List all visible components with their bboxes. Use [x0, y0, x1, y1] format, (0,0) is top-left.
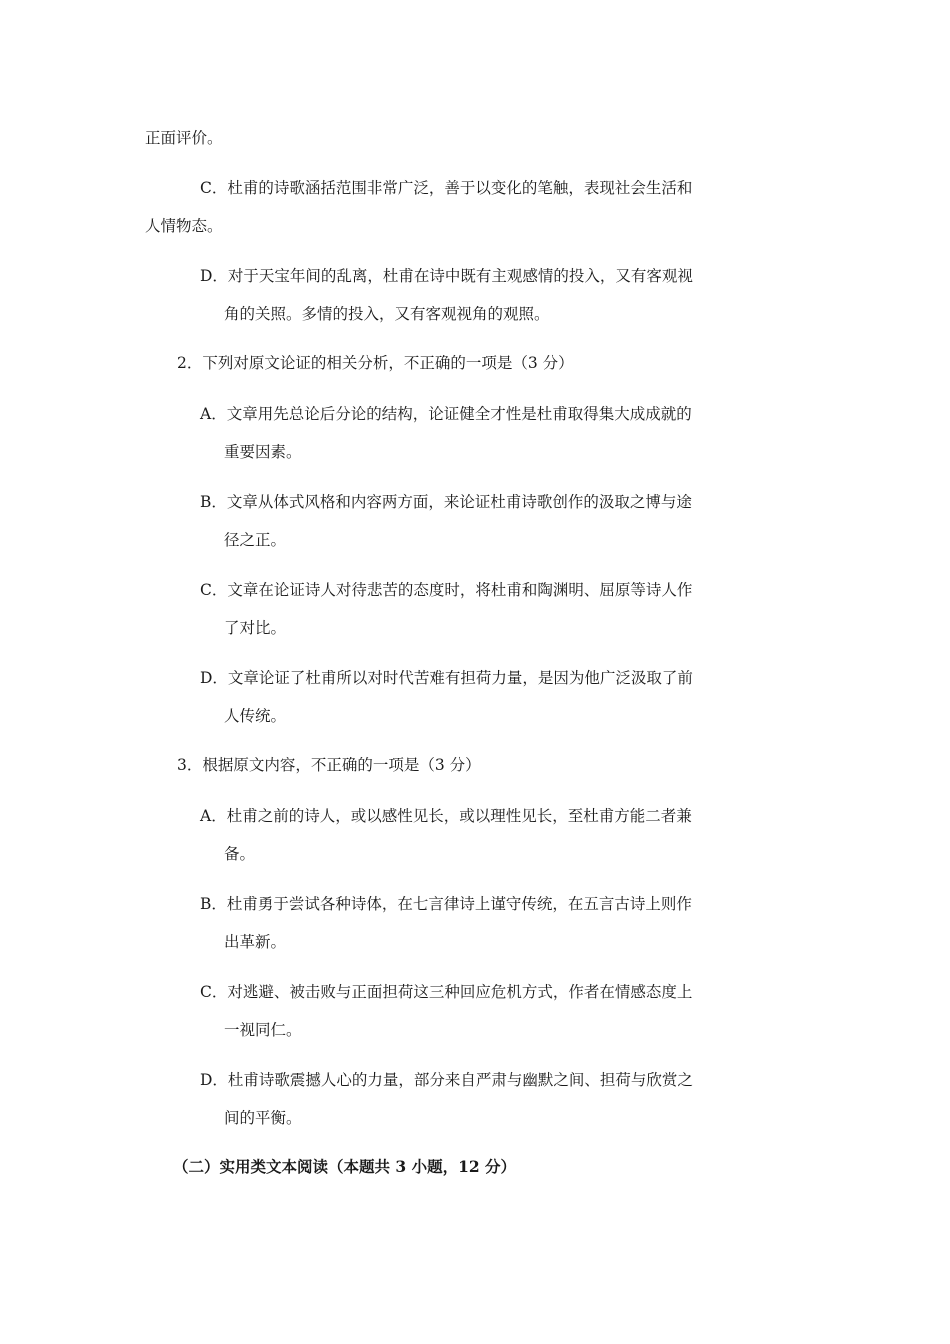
- q3-option-d-line1: D．杜甫诗歌震撼人心的力量，部分来自严肃与幽默之间、担荷与欣赏之: [200, 1071, 693, 1089]
- q2-option-d-line2: 人传统。: [224, 707, 287, 725]
- q2-option-b-line2: 径之正。: [224, 531, 287, 549]
- q1-option-d-line1: D．对于天宝年间的乱离，杜甫在诗中既有主观感情的投入，又有客观视: [200, 267, 693, 285]
- q3-option-a-line2: 备。: [224, 845, 256, 863]
- q3-option-c-line1: C．对逃避、被击败与正面担荷这三种回应危机方式，作者在情感态度上: [200, 983, 693, 1001]
- section-heading: （二）实用类文本阅读（本题共 3 小题，12 分）: [173, 1157, 517, 1176]
- q2-option-b-line1: B．文章从体式风格和内容两方面，来论证杜甫诗歌创作的汲取之博与途: [200, 493, 692, 511]
- q1-option-c-line2: 人情物态。: [145, 217, 223, 235]
- q2-option-c-line2: 了对比。: [224, 619, 287, 637]
- q3-option-b-line1: B．杜甫勇于尝试各种诗体，在七言律诗上谨守传统，在五言古诗上则作: [200, 895, 692, 913]
- q1-option-d-line2: 角的关照。多情的投入，又有客观视角的观照。: [224, 305, 550, 323]
- q3-option-c-line2: 一视同仁。: [224, 1021, 302, 1039]
- q2-option-d-line1: D．文章论证了杜甫所以对时代苦难有担荷力量，是因为他广泛汲取了前: [200, 669, 693, 687]
- question-2-stem: 2．下列对原文论证的相关分析，不正确的一项是（3 分）: [177, 354, 574, 372]
- q3-option-d-line2: 间的平衡。: [224, 1109, 302, 1127]
- q1-option-b-continuation: 正面评价。: [145, 129, 223, 147]
- q2-option-a-line1: A．文章用先总论后分论的结构，论证健全才性是杜甫取得集大成成就的: [200, 405, 692, 423]
- q1-option-c-line1: C．杜甫的诗歌涵括范围非常广泛，善于以变化的笔触，表现社会生活和: [200, 179, 693, 197]
- q3-option-a-line1: A．杜甫之前的诗人，或以感性见长，或以理性见长，至杜甫方能二者兼: [200, 807, 692, 825]
- q2-option-c-line1: C．文章在论证诗人对待悲苦的态度时，将杜甫和陶渊明、屈原等诗人作: [200, 581, 693, 599]
- q2-option-a-line2: 重要因素。: [224, 443, 302, 461]
- q3-option-b-line2: 出革新。: [224, 933, 287, 951]
- question-3-stem: 3．根据原文内容，不正确的一项是（3 分）: [177, 756, 481, 774]
